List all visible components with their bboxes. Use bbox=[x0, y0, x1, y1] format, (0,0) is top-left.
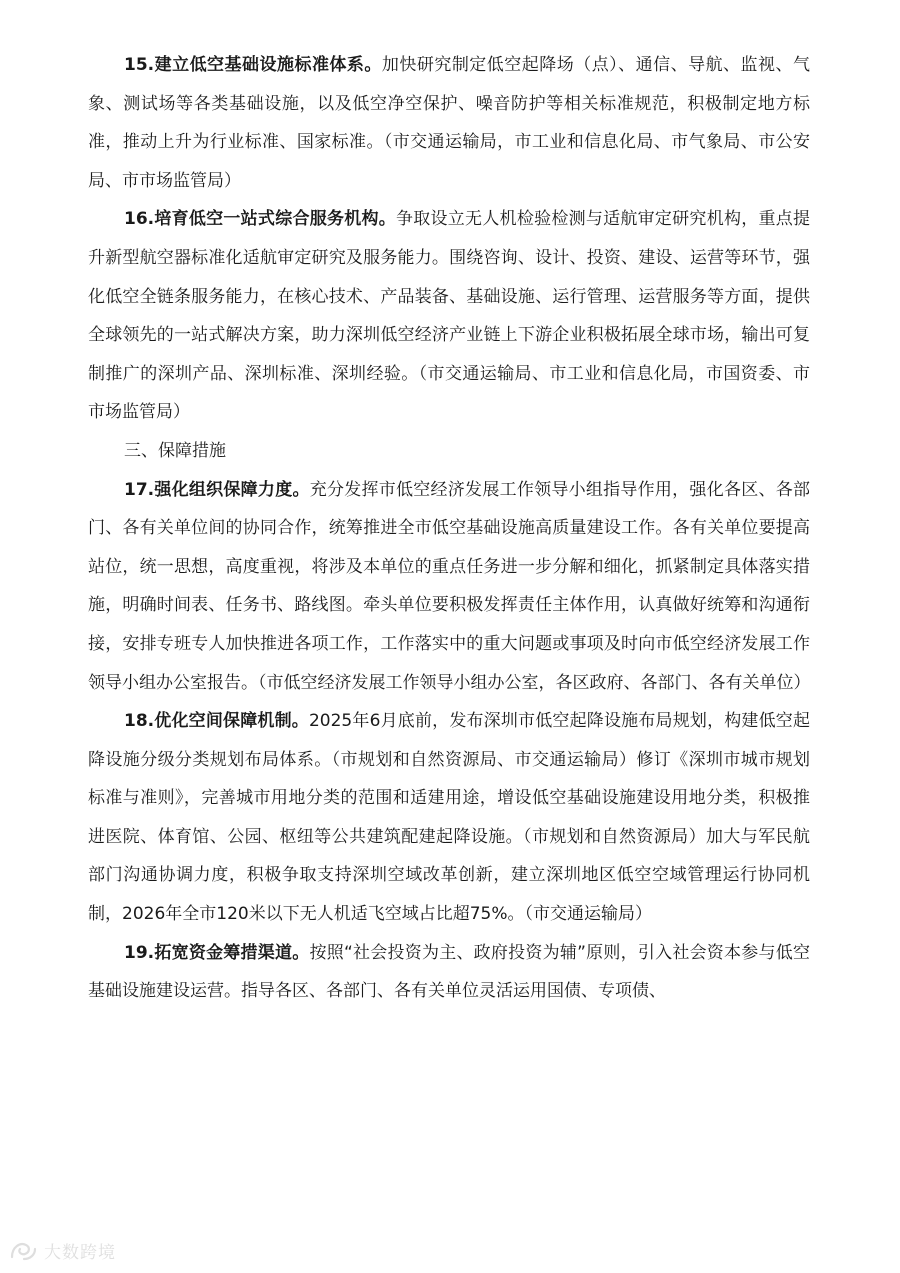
item-heading: 18.优化空间保障机制。 bbox=[124, 711, 309, 732]
item-heading: 19.拓宽资金筹措渠道。 bbox=[124, 942, 310, 963]
item-heading: 15.建立低空基础设施标准体系。 bbox=[124, 55, 382, 75]
paragraph-item-18 bbox=[88, 702, 810, 934]
paragraph-item-19 bbox=[88, 934, 810, 1011]
paragraph-item-17 bbox=[88, 471, 810, 703]
watermark bbox=[8, 1238, 116, 1263]
document-page bbox=[88, 46, 810, 1011]
item-heading: 16.培育低空一站式综合服务机构。 bbox=[124, 209, 397, 230]
item-body: 充分发挥市低空经济发展工作领导小组指导作用，强化各区、各部门、各有关单位间的协同合作，统筹推进全市低空基础设施高质量建设工作。各有关单位要提高站位，统一思想，高度重视，将涉及本单位的重点任务进一步分解和细化，抓紧制定具体落实措施，明确时间表、任务书、路线图。牵头单位要积极发挥责任主体作用，认真做好统筹和沟通衔接，安排专班专人加快推进各项工作，工作落实中的重大问题或事项及时向市低空经济发展工作领导小组办公室报告。（市低空经济发展工作领导小组办公室，各区政府、各部门、各有关单位） bbox=[88, 479, 811, 693]
paragraph-item-15 bbox=[88, 46, 810, 200]
item-body: 加快研究制定低空起降场（点）、通信、导航、监视、气象、测试场等各类基础设施，以及低空净空保护、噪音防护等相关标准规范，积极制定地方标准，推动上升为行业标准、国家标准。（市交通运输局，市工业和信息化局、市气象局、市公安局、市市场监管局） bbox=[88, 55, 810, 191]
watermark-text: 大数跨境 bbox=[44, 1243, 116, 1263]
item-body: 2025年6月底前，发布深圳市低空起降设施布局规划，构建低空起降设施分级分类规划布局体系。（市规划和自然资源局、市交通运输局）修订《深圳市城市规划标准与准则》，完善城市用地分类的范围和适建用途，增设低空基础设施建设用地分类，积极推进医院、体育馆、公园、枢纽等公共建筑配建起降设施。（市规划和自然资源局）加大与军民航部门沟通协调力度，积极争取支持深圳空域改革创新，建立深圳地区低空空域管理运行协同机制，2026年全市120米以下无人机适飞空域占比超75%。（市交通运输局） bbox=[88, 711, 810, 925]
item-body: 争取设立无人机检验检测与适航审定研究机构，重点提升新型航空器标准化适航审定研究及服务能力。围绕咨询、设计、投资、建设、运营等环节，强化低空全链条服务能力，在核心技术、产品装备、基础设施、运行管理、运营服务等方面，提供全球领先的一站式解决方案，助力深圳低空经济产业链上下游企业积极拓展全球市场，输出可复制推广的深圳产品、深圳标准、深圳经验。（市交通运输局、市工业和信息化局，市国资委、市市场监管局） bbox=[88, 209, 810, 423]
section-heading: 三、保障措施 bbox=[124, 440, 226, 461]
paragraph-item-16 bbox=[88, 200, 810, 432]
item-body: 按照“社会投资为主、政府投资为辅”原则，引入社会资本参与低空基础设施建设运营。指导各区、各部门、各有关单位灵活运用国债、专项债、 bbox=[88, 942, 810, 1002]
item-heading: 17.强化组织保障力度。 bbox=[124, 479, 310, 500]
logo-icon bbox=[8, 1239, 38, 1263]
